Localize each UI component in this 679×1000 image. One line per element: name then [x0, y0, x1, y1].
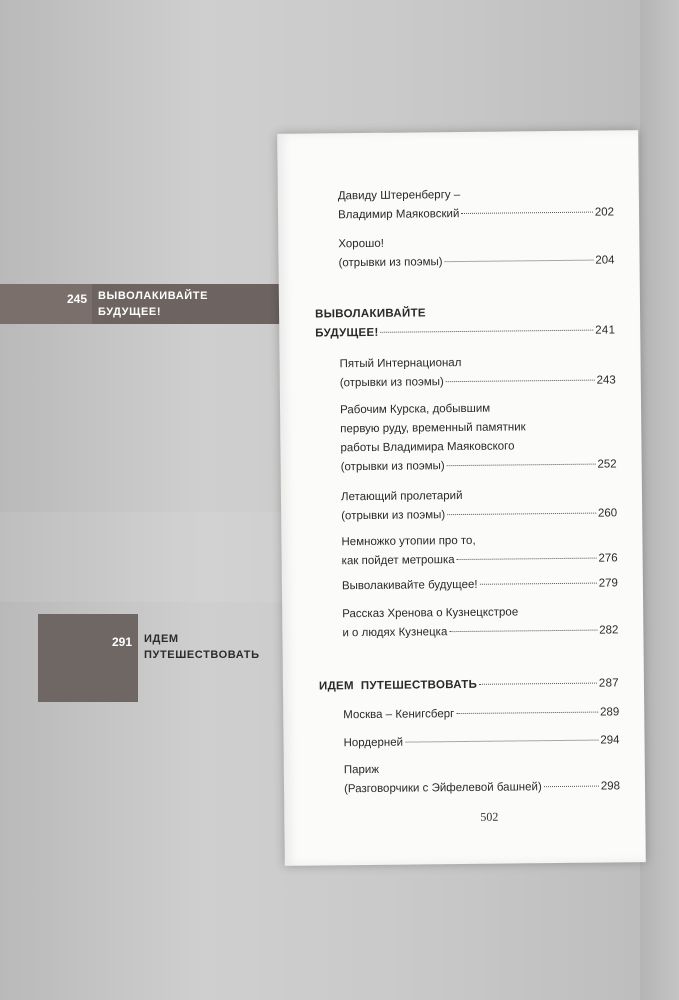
toc-section-heading[interactable]	[319, 674, 619, 696]
toc-entry[interactable]	[341, 485, 617, 526]
toc-entry-last-line	[338, 203, 614, 225]
toc-page-ref: 252	[597, 458, 617, 471]
toc-entry-line: Выволакивайте будущее!	[341, 578, 478, 593]
toc-page-ref: 287	[598, 677, 620, 690]
toc-entry-line: (Разговорчики с Эйфелевой башней)	[343, 781, 542, 796]
toc-entry[interactable]	[342, 574, 618, 596]
toc-entry-last-line	[338, 251, 614, 273]
toc-entry-line: Немножко утопии про то,	[341, 534, 476, 549]
toc-page-ref: 279	[598, 577, 618, 590]
toc-entry-last-line	[342, 549, 618, 571]
toc-entry-last-line	[342, 574, 618, 596]
toc-page	[277, 130, 646, 866]
toc-entry[interactable]	[342, 602, 618, 643]
toc-entry-line: (отрывки из поэмы)	[338, 256, 443, 270]
toc-entry-line: и о людях Кузнецка	[342, 626, 448, 640]
toc-leader-dots	[544, 786, 599, 788]
toc-entry-line: (отрывки из поэмы)	[340, 460, 445, 474]
toc-page-ref: 298	[600, 780, 621, 793]
background-shading-band	[0, 512, 310, 602]
toc-entry-line: работы Владимира Маяковского	[340, 440, 515, 455]
section-245-number: 245	[0, 284, 92, 324]
toc-entry-line: Владимир Маяковский	[337, 208, 460, 222]
toc-page-ref: 294	[600, 734, 620, 747]
toc-entry-line: ИДЕМ ПУТЕШЕСТВОВАТЬ	[318, 678, 478, 693]
toc-entry[interactable]	[343, 703, 619, 725]
toc-entry-last-line	[342, 621, 618, 643]
toc-entry[interactable]	[344, 758, 620, 799]
toc-entry-line: как пойдет метрошка	[341, 554, 455, 568]
toc-page-ref: 241	[595, 324, 616, 337]
toc-page-ref: 276	[598, 552, 618, 565]
toc-entry[interactable]	[340, 398, 617, 477]
toc-entry-line: Нордерней	[343, 736, 404, 750]
toc-leader-dots	[381, 330, 594, 333]
toc-entry-last-line	[344, 777, 620, 799]
toc-entry[interactable]	[338, 232, 614, 273]
section-291-title-line-1: ИДЕМ	[144, 633, 179, 645]
section-291-title-line-2: ПУТЕШЕСТВОВАТЬ	[144, 649, 260, 661]
toc-entry-last-line	[319, 674, 619, 696]
toc-entry-line: Москва – Кенигсберг	[343, 708, 455, 722]
toc-leader-dots	[457, 558, 597, 560]
toc-leader-dots	[449, 630, 597, 633]
page-number: 502	[480, 809, 499, 824]
toc-leader-dots	[447, 513, 596, 516]
toc-entry-last-line	[340, 371, 616, 393]
toc-entry-last-line	[341, 504, 617, 526]
toc-entry-line: Рассказ Хренова о Кузнецкстрое	[342, 606, 519, 621]
toc-entry[interactable]	[343, 731, 619, 753]
section-291-number: 291	[38, 614, 138, 702]
toc-entry[interactable]	[339, 352, 615, 393]
section-245-title-line-2: БУДУЩЕЕ!	[98, 306, 162, 318]
toc-entry-line: ВЫВОЛАКИВАЙТЕ	[315, 307, 426, 321]
toc-entry-last-line	[315, 321, 615, 343]
toc-leader-dots	[461, 212, 592, 214]
toc-page-ref: 204	[595, 254, 615, 267]
toc-page-ref: 282	[599, 624, 619, 637]
toc-entry-line: Пятый Интернационал	[339, 356, 462, 371]
toc-entry-line: Париж	[343, 763, 380, 777]
toc-page-ref: 260	[597, 507, 618, 520]
toc-entry-last-line	[343, 731, 619, 753]
background-section-245	[0, 284, 282, 324]
toc-leader-dots	[479, 683, 597, 685]
toc-entry-line: БУДУЩЕЕ!	[315, 326, 379, 340]
toc-leader-dots	[446, 380, 595, 383]
toc-leader-dots	[447, 464, 596, 467]
section-245-title	[92, 284, 282, 324]
toc-leader-dots	[445, 260, 594, 263]
toc-page-ref: 243	[596, 374, 616, 387]
toc-leader-dots	[405, 740, 598, 743]
toc-entry[interactable]	[341, 530, 617, 571]
section-245-title-line-1: ВЫВОЛАКИВАЙТЕ	[98, 290, 209, 302]
toc-entry-line: первую руду, временный памятник	[340, 421, 526, 436]
toc-entry-line: Хорошо!	[338, 237, 384, 251]
background-right-edge	[640, 0, 679, 1000]
toc-section-heading[interactable]	[315, 302, 615, 343]
toc-entry-last-line	[343, 703, 619, 725]
toc-page-ref: 202	[594, 206, 615, 219]
toc-entry-line: (отрывки из поэмы)	[339, 376, 444, 390]
toc-leader-dots	[480, 583, 597, 585]
toc-entry-line: (отрывки из поэмы)	[341, 509, 446, 523]
toc-leader-dots	[456, 712, 598, 714]
toc-entry-line: Летающий пролетарий	[340, 489, 463, 504]
toc-entry-line: Рабочим Курска, добывшим	[340, 402, 491, 417]
toc-entry[interactable]	[338, 184, 614, 225]
toc-entry-last-line	[341, 455, 617, 477]
toc-entry-line: Давиду Штеренбергу –	[337, 188, 461, 203]
background-section-291	[38, 614, 278, 702]
section-291-title	[138, 614, 278, 702]
toc-page-ref: 289	[600, 706, 620, 719]
